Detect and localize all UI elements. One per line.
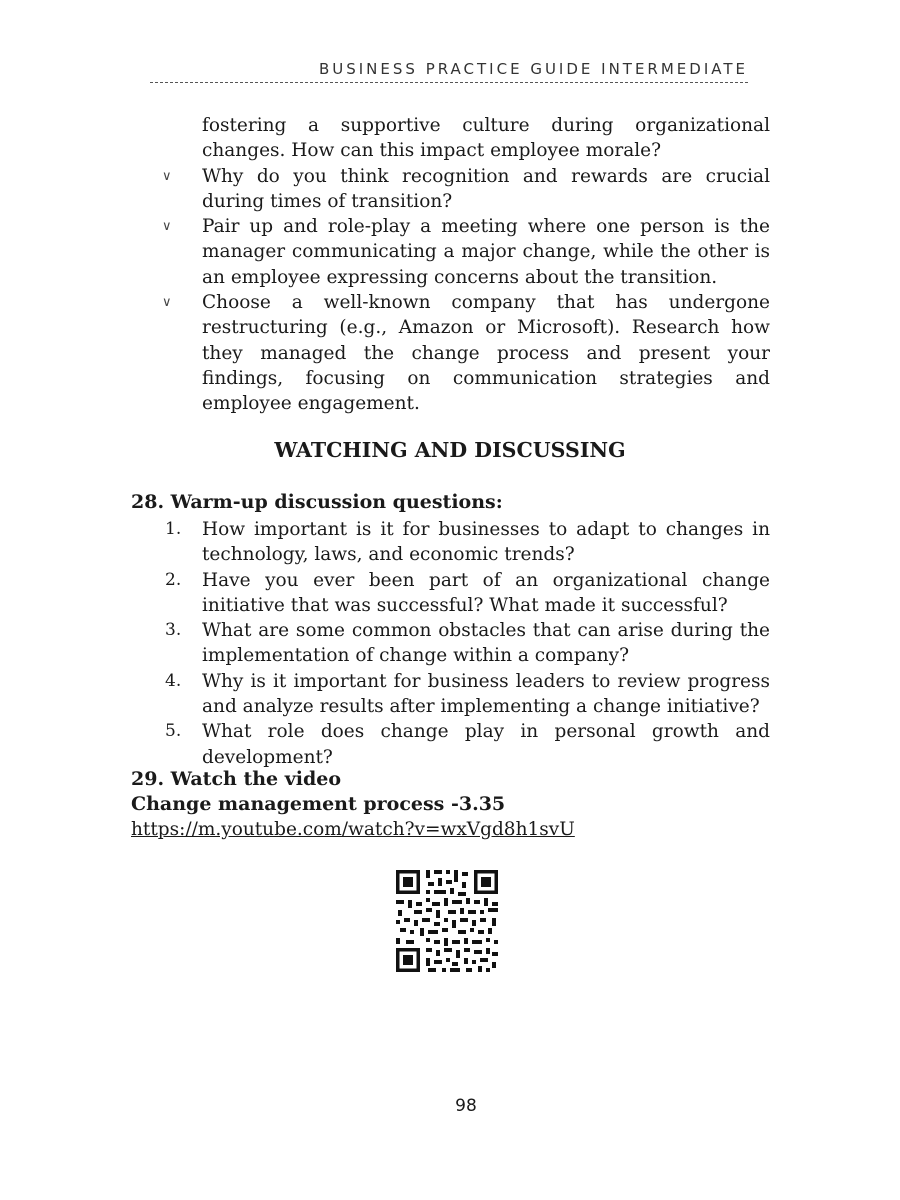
list-item <box>162 568 770 619</box>
list-item-number: 2. <box>165 569 182 590</box>
list-item-number: 4. <box>165 670 182 691</box>
page-number: 98 <box>455 1096 477 1116</box>
list-item-text: What role does change play in personal growth and development? <box>202 721 770 768</box>
list-item <box>162 214 770 290</box>
list-item <box>162 618 770 669</box>
list-item <box>162 517 770 568</box>
running-title: BUSINESS PRACTICE GUIDE INTERMEDIATE <box>318 60 748 78</box>
list-item-text: Choose a well-known company that has undergone restructuring (e.g., Amazon or Microsoft). Research how they managed the change process and present your findings, focusing on communication strategies and employee engagement. <box>202 292 770 415</box>
list-item <box>162 290 770 416</box>
video-title: Change management process -3.35 <box>131 793 506 815</box>
list-item-text: fostering a supportive culture during organizational changes. How can this impact employee morale? <box>202 115 770 162</box>
list-item-text: What are some common obstacles that can arise during the implementation of change within a company? <box>202 620 770 667</box>
list-item-number: 3. <box>165 620 182 641</box>
list-item-text: How important is it for businesses to adapt to changes in technology, laws, and economic trends? <box>202 519 770 566</box>
list-item-text: Why do you think recognition and rewards are crucial during times of transition? <box>202 165 770 212</box>
question-29-heading: 29. Watch the video <box>131 768 342 790</box>
qr-code-icon[interactable] <box>392 866 502 976</box>
list-item-text: Why is it important for business leaders to review progress and analyze results after implementing a change initiative? <box>202 670 770 718</box>
section-heading: WATCHING AND DISCUSSING <box>274 438 626 462</box>
activity-bullet-list <box>162 113 770 417</box>
list-item-number: 1. <box>165 519 182 539</box>
list-item <box>162 113 770 164</box>
list-item <box>162 164 770 215</box>
video-link[interactable]: https://m.youtube.com/watch?v=wxVgd8h1svU <box>131 819 575 840</box>
check-bullet-icon: ∨ <box>162 219 172 235</box>
discussion-question-list <box>162 517 770 770</box>
check-bullet-icon: ∨ <box>162 168 172 184</box>
list-item <box>162 669 770 720</box>
list-item-text: Have you ever been part of an organizational change initiative that was successful? What made it successful? <box>202 569 770 616</box>
check-bullet-icon: ∨ <box>162 295 172 311</box>
list-item-text: Pair up and role-play a meeting where one person is the manager communicating a major change, while the other is an employee expressing concerns about the transition. <box>202 216 770 288</box>
list-item <box>162 719 770 770</box>
list-item-number: 5. <box>165 721 182 742</box>
question-28-heading: 28. Warm-up discussion questions: <box>131 491 503 513</box>
